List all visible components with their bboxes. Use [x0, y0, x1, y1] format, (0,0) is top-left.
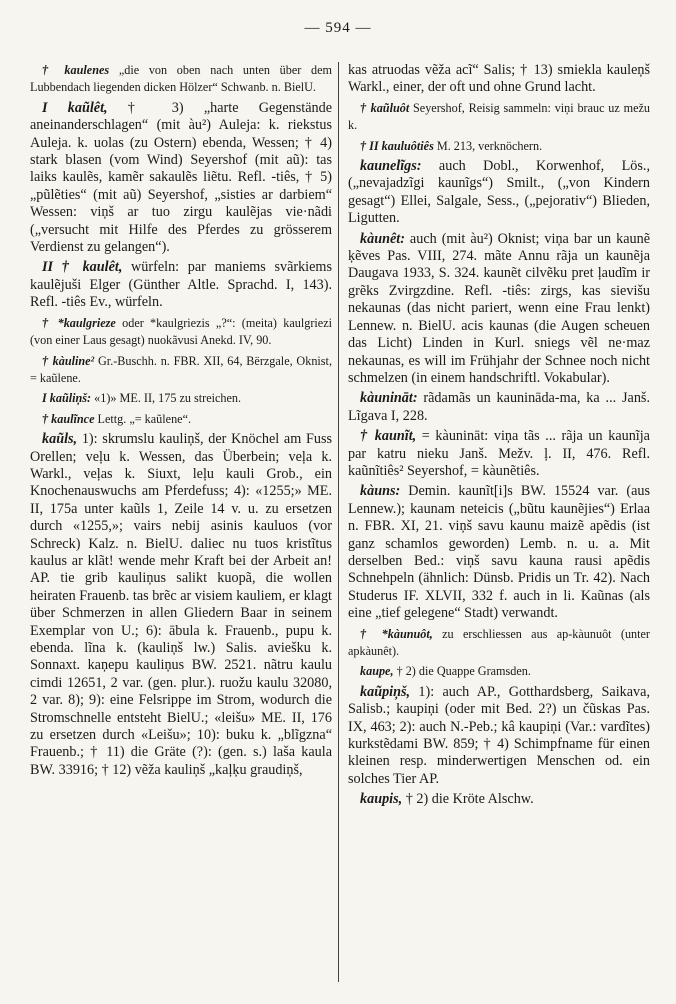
entry-headword: II † kaulêt,: [42, 259, 123, 276]
dictionary-entry: [348, 428, 650, 480]
entry-text: würfeln: par maniems svãrkiems kaulẽjuši Elger (Günther Altle. Sprachd. I, 143). Refl. -tiês Ev., würfeln.: [30, 259, 332, 311]
left-column: [30, 62, 332, 984]
entry-text: Seyershof, Reisig sammeln: viņi brauc uz mežu k.: [348, 100, 650, 133]
entry-text: M. 213, verknöchern.: [433, 138, 543, 153]
entry-headword: kàunêt:: [360, 230, 405, 247]
page-number: — 594 —: [304, 20, 372, 36]
entry-text: oder *kaulgriezis „?“: (meita) kaulgriezi (von einer Laus gesagt) nuokãvusi Anekd. IV, 90.: [30, 315, 332, 348]
entry-headword: † kaunĩt,: [360, 428, 417, 445]
dictionary-entry: [348, 158, 650, 228]
entry-text: Demin. kaunĩt[i]s BW. 15524 var. (aus Lennew.); kaunam neteicis („bũtu kaunẽjies“) Erlaa n. FBR. XI, 21. viņš savu kaunu maizẽ apẽdis (ist ganz schamlos geworden) Lemb. n. u. a. Mit derselben Bed.: viņš savu kauna rausi apẽdis Schnehpeln (ähnlich: Dünsb. Pridis un Tr. 42). Nach Studerus IF. XLVII, 332 f. auch in li. Kaũnas (als eine „tief gelegene“ Stadt) verwandt.: [348, 483, 650, 622]
dictionary-entry: [348, 791, 650, 808]
entry-headword: I kaũliņš:: [42, 391, 92, 406]
dictionary-entry: [30, 390, 332, 407]
entry-text: Lettg. „= kaũlene“.: [94, 411, 192, 426]
dictionary-entry: [30, 100, 332, 257]
dictionary-entry: [30, 411, 332, 428]
dictionary-entry: [30, 259, 332, 311]
entry-text: zu erschliessen aus ap-kàunuôt (unter apkàunêt).: [348, 626, 650, 658]
dictionary-entry: [30, 62, 332, 97]
entry-text: 1): auch AP., Gotthardsberg, Saikava, Salisb.; kaupiņi (oder mit Bed. 2?) un čũskas Pas. IX, 463; 2): auch N.-Peb.; kâ kaupiņi (Var.: vardĩtes) kurkstẽdami BW. 859; † 4) Schimpfname für einen kleinen resp. minderwertigen Menschen od. ein solches Tier AP.: [348, 683, 650, 787]
dictionary-entry: [348, 138, 650, 155]
entry-text: auch (mit àu²) Oknist; viņa bar un kaunẽ ķẽves Pas. VIII, 274. mãte Annu rãja un kaunẽja Daugava 1933, S. 324. kaunẽt cilvẽku pret ļaudĩm ir grẽks Zvirgzdine. Refl. -tiês: zirgs, kas sievišu nekaunas (das nicht pariert, wenn eine Frau lenkt) Lennew. n. BielU. acis kaunas (die Augen scheuen das Licht) Linden in Kurl. sniegs vẽl ne·maz nekaunas, es will im Frühjahr der Schnee noch nicht schmelzen (in einem handschriftl. Vokabular).: [348, 230, 650, 386]
column-divider: [338, 62, 339, 982]
entry-headword: † kàuline²: [42, 353, 95, 368]
entry-headword: † *kaulgrieze: [42, 315, 116, 330]
entry-headword: † kaũluôt: [360, 100, 410, 115]
entry-text: rãdamãs un kaunināda-ma, ka ... Janš. Lĩgava I, 228.: [348, 390, 650, 424]
dictionary-entry: [348, 626, 650, 661]
entry-headword: kaupe,: [360, 664, 394, 679]
dictionary-entry: [348, 231, 650, 388]
entry-headword: kaũpiņš,: [360, 683, 411, 700]
dictionary-entry: [30, 431, 332, 779]
entry-headword: kàuns:: [360, 483, 401, 500]
entry-headword: kaupis,: [360, 791, 403, 808]
dictionary-entry: [348, 684, 650, 788]
entry-headword: I kaũlêt,: [42, 99, 108, 116]
dictionary-entry: [348, 483, 650, 622]
entry-text: auch Dobl., Korwenhof, Lös., („nevajadzĩgi kaunĩgs“) Smilt., („von Kindern gesagt“) Ellei, Salgale, Sess., („pejorativ“) Blieden, Ligutten.: [348, 158, 650, 227]
entry-text: = kàunināt: viņa tãs ... rãja un kaunĩja par katru nieku Janš. Mežv. ļ. II, 476. Refl. kaũnĩtiês² Seyershof, = kàunẽtiês.: [348, 428, 650, 479]
dictionary-entry: [348, 663, 650, 680]
entry-text: „die von oben nach unten über dem Lubbendach liegenden dicken Hölzer“ Schwanb. n. BielU.: [30, 63, 332, 95]
entry-text: kas atruodas vẽža acĩ“ Salis; † 13) smiekla kauleņš Warkl., einer, der oft und ohne Grund lacht.: [348, 62, 650, 96]
entry-text: Gr.-Buschh. n. FBR. XII, 64, Bërzgale, Oknist, = kaũlene.: [30, 353, 332, 385]
entry-headword: † kaulenes: [42, 63, 110, 77]
right-column: [348, 62, 650, 984]
entry-text: «1)» ME. II, 175 zu streichen.: [91, 391, 242, 406]
entry-headword: kàunināt:: [360, 390, 418, 407]
entry-headword: kaunelĩgs:: [360, 158, 422, 175]
entry-headword: kaũls,: [42, 431, 78, 448]
dictionary-entry: [348, 390, 650, 425]
entry-headword: † II kauluôtiês: [360, 138, 434, 153]
dictionary-entry: [30, 315, 332, 350]
entry-headword: † kaulĩnce: [42, 411, 95, 426]
entry-text: † 3) „harte Gegenstände aneinanderschlagen“ (mit àu²) Auleja: k. riekstus Auleja. k. uolas (zu Ostern) ebenda, Wessen; † 4) stark blasen (vom Wind) Seyershof (mit aũ): tas laiks kaulẽs, kamẽr sakaulẽs liẽtu. Refl. -tiês, † 5) „pũlẽties“ (mit aũ) Seyershof, „sisties ar darbiem“ Wessen: viņš ar tuo zirgu kaulẽjas vie·nãdi („versucht mit Hilfe des Pferdes zu grösserem Verdienst zu gelangen“).: [30, 99, 332, 256]
entry-headword: † *kàunuôt,: [360, 626, 433, 641]
entry-text: 1): skrumslu kauliņš, der Knöchel am Fuss Orellen; veļu k. Wessen, das Überbein; veļa k. Warkl., veļas k. Siuxt, leļu kauli Grob., ein Knochenauswuchs am Pferdefuss; 4): «1255;» ME. II, 175a unter kaũls 1, Zeile 14 v. u. zu ersetzen durch «1255,»; vairs nebij asinis kauluos (vor Schreck) Kalz. n. BielU. daliec nu tuos kristĩtus kaulus ar klãt! wende mehr Kraft bei der Arbeit an! AP. tie grib kauliņus salikt kuopã, die wollen heiraten Frauenb. tas brẽc ar visiem kauliem, er klagt über Schmerzen in allen Gliedern Baar in seinem Exemplar von U.; 6): ābula k. Frauenb., pupu k. ebenda. lĩna k. (kauliņš lw.) Salis. aviešku k. Sonnaxt. kaņepu kauliņus BW. 2521. nãtru kaulu cimdi 12651, 2 var. (gen. plur.). ruožu kaulu 32080, 2 var. 8); 9): eine Felsrippe im Strom, wodurch die Stromschnelle entsteht BielU.; «leišu» ME. II, 176 zu ersetzen durch «Leišu»; 10): buku k. „blĩgzna“ Frauenb.; † 11) die Gräte (?): (gen. s.) laša kaula BW. 33916; † 12) vẽža kauliņš „kaļķu graudiņš,: [30, 431, 332, 778]
entry-text: † 2) die Kröte Alschw.: [402, 791, 534, 808]
dictionary-entry: [348, 62, 650, 97]
dictionary-entry: [30, 353, 332, 388]
entry-text: † 2) die Quappe Gramsden.: [393, 664, 531, 679]
dictionary-entry: [348, 100, 650, 135]
